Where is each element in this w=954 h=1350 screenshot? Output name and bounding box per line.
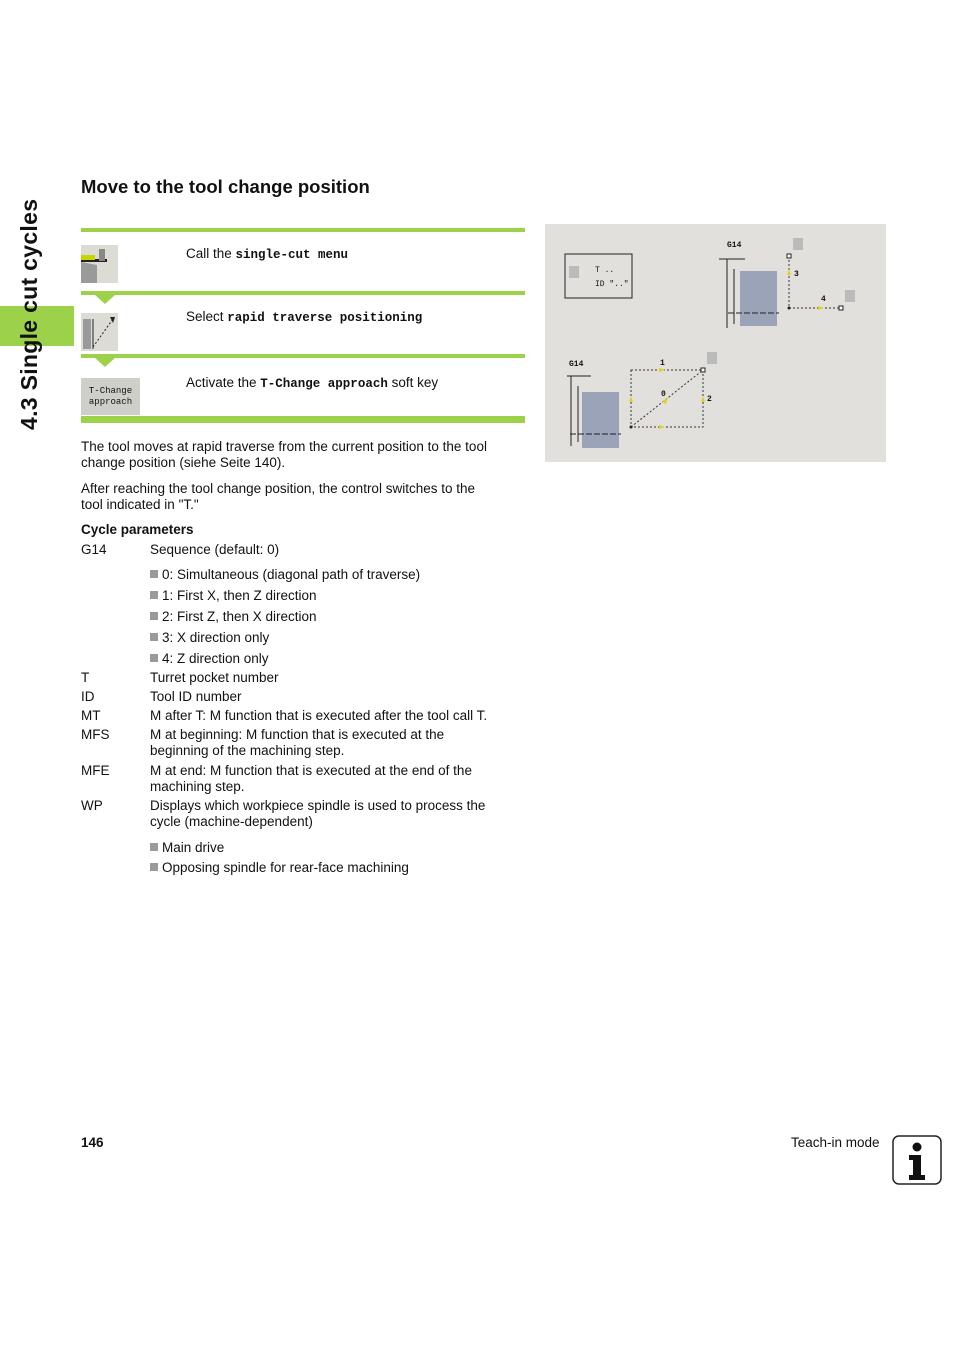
step-3-suffix: soft key	[387, 375, 439, 390]
bullet-icon	[150, 843, 158, 851]
option-text: 0: Simultaneous (diagonal path of traverse)	[162, 567, 421, 582]
step-3-prefix: Activate the	[186, 375, 261, 390]
step-1	[81, 232, 525, 291]
param-value: Sequence (default: 0)	[150, 542, 280, 557]
single-cut-menu-code: single-cut menu	[235, 248, 349, 262]
param-key: MT	[81, 708, 101, 723]
wp-option	[150, 840, 224, 856]
step-list	[81, 228, 525, 423]
cycle-parameters-heading: Cycle parameters	[81, 522, 194, 537]
param-value: M after T: M function that is executed after the tool call T.	[150, 708, 488, 723]
section-heading: Move to the tool change position	[81, 176, 370, 197]
description-paragraph-2	[81, 481, 525, 513]
param-value-line: M at beginning: M function that is executed at the	[150, 727, 445, 742]
g14-option	[150, 567, 420, 583]
tool-change-diagram	[545, 224, 886, 462]
bullet-icon	[150, 654, 158, 662]
page-number: 146	[81, 1135, 104, 1150]
param-key: ID	[81, 689, 95, 704]
param-value	[150, 763, 530, 795]
param-value-line: Displays which workpiece spindle is used to process the	[150, 798, 486, 813]
param-value-line: beginning of the machining step.	[150, 743, 345, 758]
path-label-2: 2	[707, 395, 712, 404]
option-text: 2: First Z, then X direction	[162, 609, 317, 624]
param-value-line: machining step.	[150, 779, 245, 794]
rapid-traverse-code: rapid traverse positioning	[227, 311, 423, 325]
p1-line-2: change position (siehe Seite 140).	[81, 455, 286, 470]
step-2	[81, 295, 525, 354]
bullet-icon	[150, 591, 158, 599]
step-3-text	[186, 375, 438, 391]
param-value-line: cycle (machine-dependent)	[150, 814, 313, 829]
path-label-4: 4	[821, 295, 826, 304]
workpiece-bottom	[582, 392, 619, 448]
bullet-icon	[150, 612, 158, 620]
param-value: Tool ID number	[150, 689, 242, 704]
param-value	[150, 798, 530, 830]
step-1-text	[186, 246, 348, 262]
tool-glyph-icon	[707, 352, 717, 364]
param-key: MFS	[81, 727, 110, 742]
step-2-text	[186, 309, 422, 325]
box-label-id: ID ".."	[595, 280, 629, 289]
bullet-icon	[150, 863, 158, 871]
path-label-1: 1	[660, 359, 665, 368]
param-value	[150, 727, 530, 759]
info-icon	[892, 1135, 942, 1185]
option-text: 3: X direction only	[162, 630, 270, 645]
path-label-0: 0	[661, 390, 666, 399]
g14-option	[150, 588, 317, 604]
option-text: Main drive	[162, 840, 225, 855]
softkey-line-2: approach	[88, 396, 133, 407]
wp-option	[150, 860, 409, 876]
rapid-traverse-icon	[81, 313, 118, 351]
step-1-prefix: Call the	[186, 246, 236, 261]
p1-line-1: The tool moves at rapid traverse from the current position to the tool	[81, 439, 487, 454]
option-text: Opposing spindle for rear-face machining	[162, 860, 409, 875]
param-value-line: M at end: M function that is executed at the end of the	[150, 763, 472, 778]
step-arrow	[95, 358, 115, 367]
param-key: G14	[81, 542, 107, 557]
g14-option	[150, 609, 317, 625]
t-change-approach-code: T-Change approach	[260, 377, 388, 391]
p2-line-2: tool indicated in "T."	[81, 497, 199, 512]
bullet-icon	[150, 633, 158, 641]
t-change-approach-softkey[interactable]	[81, 378, 140, 415]
p2-line-1: After reaching the tool change position, the control switches to the	[81, 481, 475, 496]
description-paragraph-1	[81, 439, 525, 471]
workpiece-top	[740, 271, 777, 326]
chapter-title-text: 4.3 Single cut cycles	[16, 198, 42, 430]
path-label-3: 3	[794, 270, 799, 279]
option-text: 4: Z direction only	[162, 651, 269, 666]
g14-label-bottom: G14	[569, 360, 584, 369]
step-arrow	[95, 295, 115, 304]
tool-glyph-icon	[845, 290, 855, 302]
tool-glyph-icon	[569, 266, 579, 278]
step-2-prefix: Select	[186, 309, 228, 324]
footer-section: Teach-in mode	[791, 1135, 880, 1150]
param-key: MFE	[81, 763, 110, 778]
param-key: T	[81, 670, 90, 685]
step-3	[81, 358, 525, 416]
g14-label-top: G14	[727, 241, 742, 250]
param-key: WP	[81, 798, 103, 813]
g14-option	[150, 651, 269, 667]
box-label-t: T ..	[595, 266, 615, 275]
option-text: 1: First X, then Z direction	[162, 588, 317, 603]
bullet-icon	[150, 570, 158, 578]
single-cut-menu-icon	[81, 245, 118, 283]
softkey-line-1: T-Change	[88, 385, 133, 396]
param-value: Turret pocket number	[150, 670, 279, 685]
tool-glyph-icon	[793, 238, 803, 250]
step-divider	[81, 416, 525, 423]
g14-option	[150, 630, 269, 646]
